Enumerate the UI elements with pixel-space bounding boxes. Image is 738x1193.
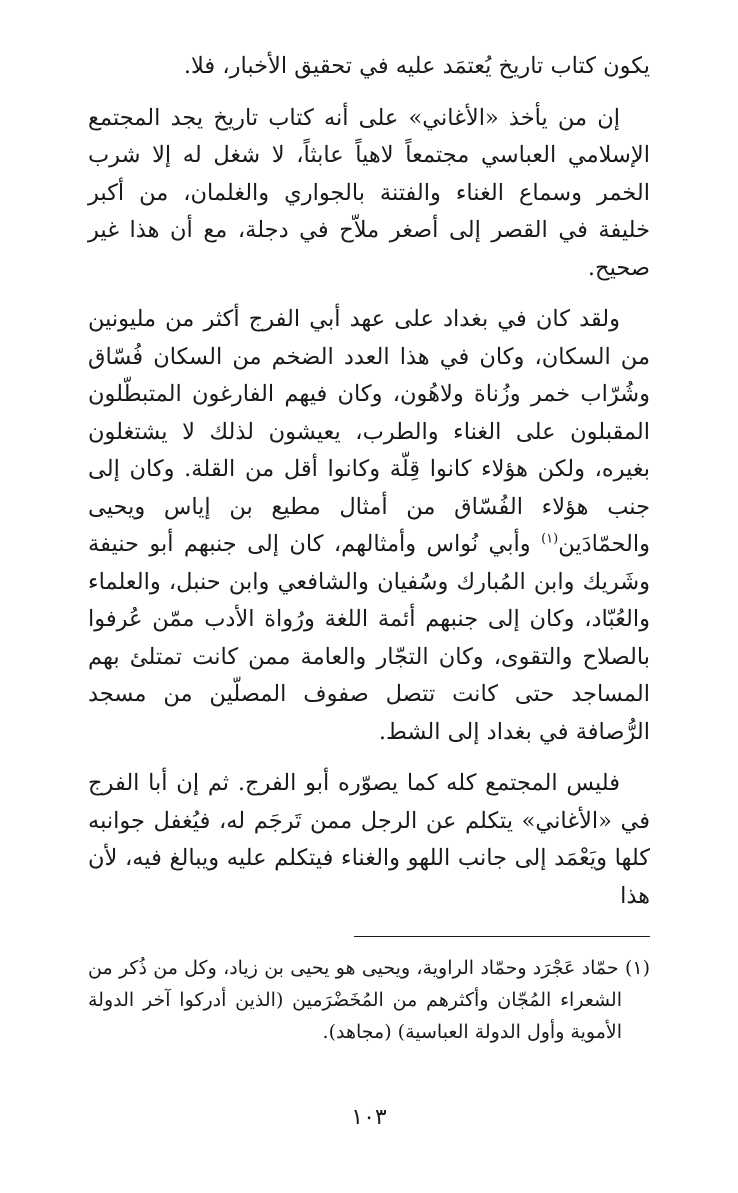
paragraph-text-before-note: ولقد كان في بغداد على عهد أبي الفرج أكثر من مليونين من السكان، وكان في هذا العدد الضخم من السكان فُسّاق وشُرّاب خمر وزُناة ولاهُون، وكان فيهم الفارغون المتبطّلون المقبلون على الغناء والطرب، يعيشون لذلك لا يشتغلون بغيره، ولكن هؤلاء كانوا قِلّة وكانوا أقل من القلة. وكان إلى جنب هؤلاء الفُسّاق من أمثال مطيع بن إياس ويحيى والحمّادَين	[88, 306, 650, 557]
main-text	[88, 48, 650, 929]
paragraph-continuation: يكون كتاب تاريخ يُعتمَد عليه في تحقيق الأخبار، فلا.	[183, 53, 650, 79]
footnotes	[88, 952, 650, 1048]
paragraph-text-after-note: وأبي نُواس وأمثالهم، كان إلى جنبهم أبو حنيفة وشَريك وابن المُبارك وسُفيان والشافعي وابن حنبل، والعلماء والعُبّاد، وكان إلى جنبهم أئمة اللغة ورُواة الأدب ممّن عُرفوا بالصلاح والتقوى، وكان التجّار والعامة ممن كانت تمتلئ بهم المساجد حتى كانت تتصل صفوف المصلّين من مسجد الرُّصافة في بغداد إلى الشط.	[88, 531, 650, 745]
page-number: ١٠٣	[351, 1105, 387, 1130]
footnote-reference[interactable]: (١)	[541, 531, 559, 547]
footnote-text: حمّاد عَجْرَد وحمّاد الراوية، ويحيى هو يحيى بن زياد، وكل من ذُكر من الشعراء المُجّان وأكثرهم من المُخَضْرَمين (الذين أدركوا آخر الدولة الأموية وأول الدولة العباسية) (مجاهد).	[88, 957, 622, 1043]
footnote-divider	[354, 936, 650, 937]
footnote	[88, 952, 650, 1048]
paragraph-baghdad-population	[88, 301, 650, 751]
footnote-marker: (١)	[624, 957, 650, 979]
paragraph-aghani-as-history: إن من يأخذ «الأغاني» على أنه كتاب تاريخ يجد المجتمع الإسلامي العباسي مجتمعاً لاهياً عابثاً، لا شغل له إلا شرب الخمر وسماع الغناء والفتنة بالجواري والغلمان، من أكبر خليفة في القصر إلى أصغر ملاّح في دجلة، مع أن هذا غير صحيح.	[88, 104, 650, 281]
paragraph-abu-al-faraj: فليس المجتمع كله كما يصوّره أبو الفرج. ثم إن أبا الفرج في «الأغاني» يتكلم عن الرجل ممن تَرجَم له، فيُغفل جوانبه كلها ويَعْمَد إلى جانب اللهو والغناء فيتكلم عليه ويبالغ فيه، لأن هذا	[88, 770, 650, 909]
